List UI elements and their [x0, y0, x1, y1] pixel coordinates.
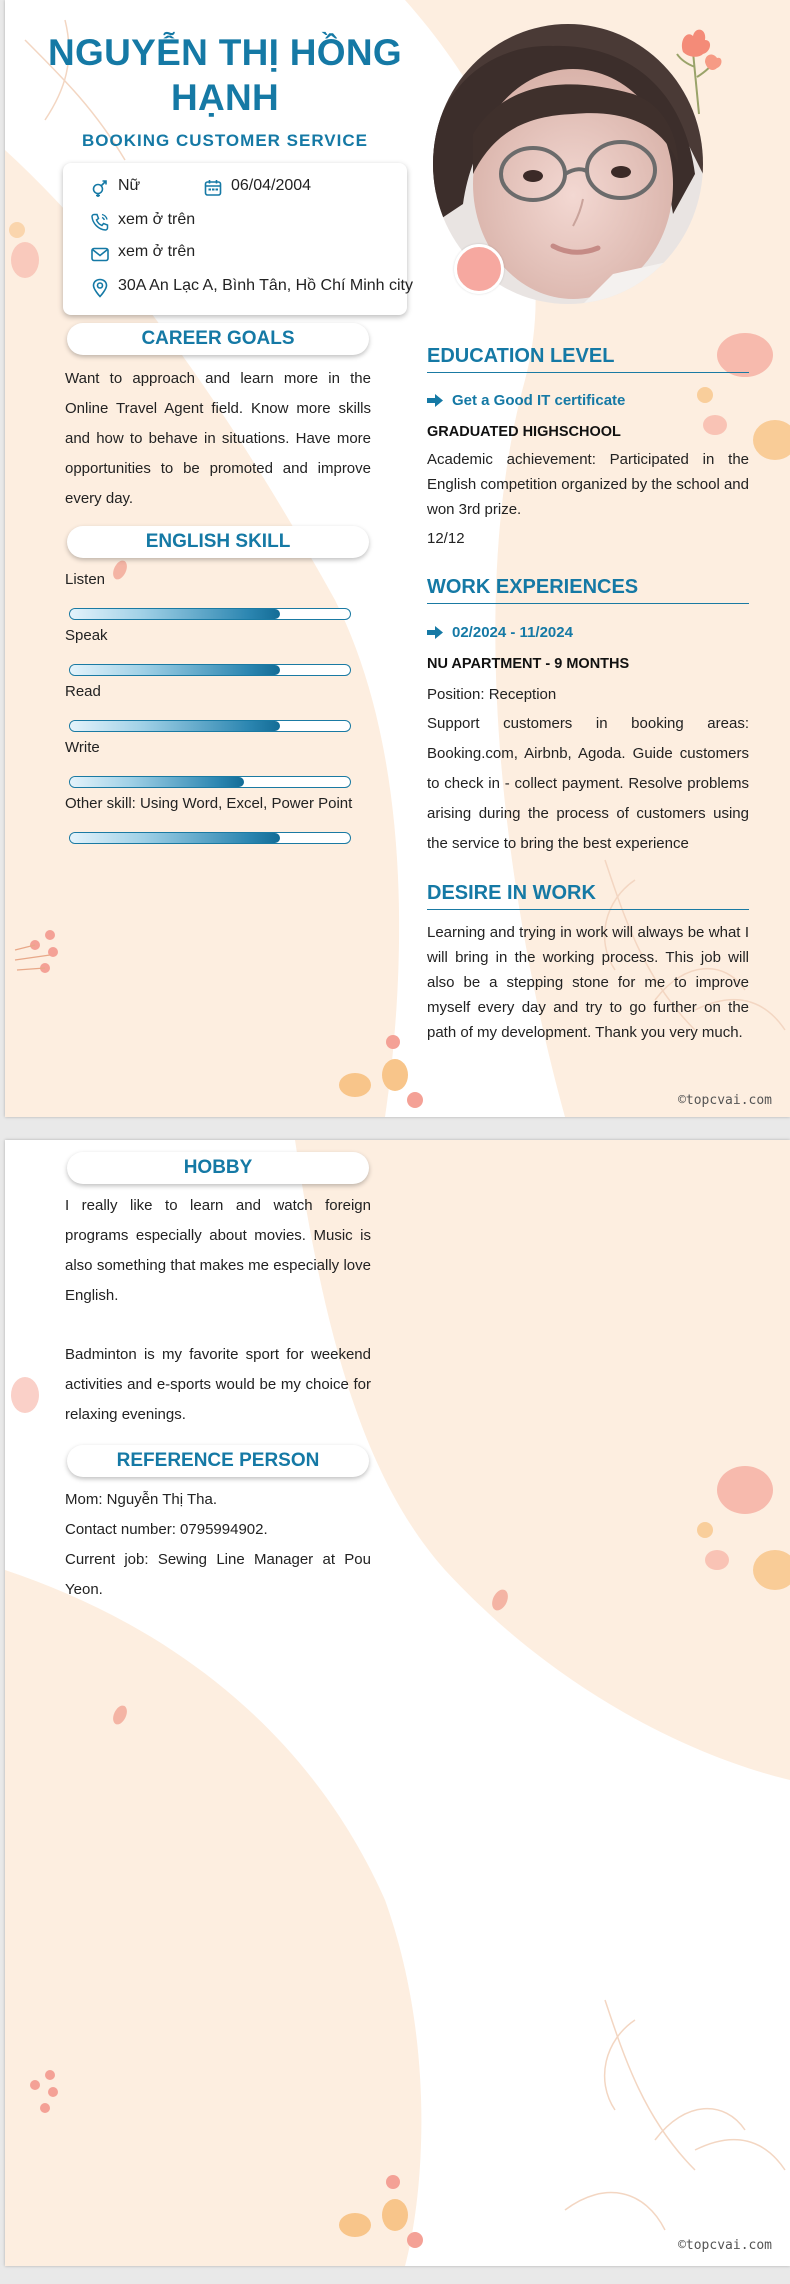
skill-bar-fill: [70, 609, 280, 619]
contact-info-card: [63, 163, 413, 315]
reference-contact: Contact number: 0795994902.: [65, 1521, 268, 1538]
education-goal-text: Get a Good IT certificate: [452, 392, 626, 409]
hobby-heading: HOBBY: [67, 1152, 369, 1184]
work-description: Support customers in booking areas: Booking.com, Airbnb, Agoda. Guide customers to check in - collect payment. Resolve problems arising during the process of customers using the service to bring the best experience: [427, 715, 749, 852]
desire-text: Learning and trying in work will always be what I will bring in the working process. This job will also be a stepping stone for me to improve myself every day and try to go further on the path of my development. Thank you very much.: [427, 924, 749, 1041]
skill-bar-fill: [70, 833, 280, 843]
birthday-value: 06/04/2004: [231, 177, 312, 194]
arrow-right-icon: [427, 394, 443, 407]
work-company: NU APARTMENT - 9 MONTHS: [427, 656, 630, 672]
location-pin-icon: [90, 278, 110, 298]
candidate-name: NGUYỄN THỊ HỒNG HẠNH: [48, 32, 402, 118]
flower-decoration-icon: [665, 22, 725, 117]
watermark: ©topcvai.com: [678, 2238, 772, 2253]
skill-bar: [69, 608, 351, 620]
job-title: BOOKING CUSTOMER SERVICE: [82, 131, 368, 150]
cv-page-1: [5, 0, 790, 1117]
education-achievement: Academic achievement: Participated in the English competition organized by the school and won 3rd prize.: [427, 451, 749, 518]
education-heading: EDUCATION LEVEL: [427, 345, 749, 373]
work-heading: WORK EXPERIENCES: [427, 576, 749, 604]
reference-mom: Mom: Nguyễn Thị Tha.: [65, 1491, 218, 1508]
skill-label: Speak: [65, 627, 108, 644]
skill-bar-fill: [70, 665, 280, 675]
education-grade: 12/12: [427, 530, 465, 547]
calendar-icon: [203, 178, 223, 198]
english-skill-heading: ENGLISH SKILL: [67, 526, 369, 558]
reference-heading: REFERENCE PERSON: [67, 1445, 369, 1477]
career-goals-text: Want to approach and learn more in the Online Travel Agent field. Know more skills and how to behave in situations. Have more opportunities to be promoted and improve every day.: [65, 370, 371, 507]
education-school: GRADUATED HIGHSCHOOL: [427, 424, 621, 440]
address-value: 30A An Lạc A, Bình Tân, Hồ Chí Minh city: [118, 277, 413, 294]
skill-bar: [69, 776, 351, 788]
gender-value: Nữ: [118, 177, 141, 194]
photo-accent-circle: [454, 244, 504, 294]
skill-label: Other skill: Using Word, Excel, Power Point: [65, 795, 353, 812]
gender-icon: [90, 178, 110, 198]
skill-bar-fill: [70, 777, 244, 787]
email-value: xem ở trên: [118, 243, 196, 260]
skill-bar: [69, 720, 351, 732]
skill-bar: [69, 832, 351, 844]
skill-bar: [69, 664, 351, 676]
reference-job: Current job: Sewing Line Manager at Pou Yeon.: [65, 1551, 371, 1598]
watermark: ©topcvai.com: [678, 1093, 772, 1108]
arrow-right-icon: [427, 626, 443, 639]
hobby-text-2: Badminton is my favorite sport for weekend activities and e-sports would be my choice for relaxing evenings.: [65, 1346, 371, 1423]
skill-label: Listen: [65, 571, 106, 588]
cv-page-2: [5, 1140, 790, 2266]
skill-bar-fill: [70, 721, 280, 731]
skill-label: Write: [65, 739, 100, 756]
phone-icon: [90, 212, 110, 232]
work-period-text: 02/2024 - 11/2024: [452, 624, 573, 641]
hobby-text-1: I really like to learn and watch foreign programs especially about movies. Music is also something that makes me especially love English.: [65, 1197, 371, 1304]
work-position: Position: Reception: [427, 686, 557, 703]
envelope-icon: [90, 244, 110, 264]
phone-value: xem ở trên: [118, 211, 196, 228]
skill-label: Read: [65, 683, 101, 700]
career-goals-heading: CAREER GOALS: [67, 323, 369, 355]
desire-heading: DESIRE IN WORK: [427, 882, 749, 910]
